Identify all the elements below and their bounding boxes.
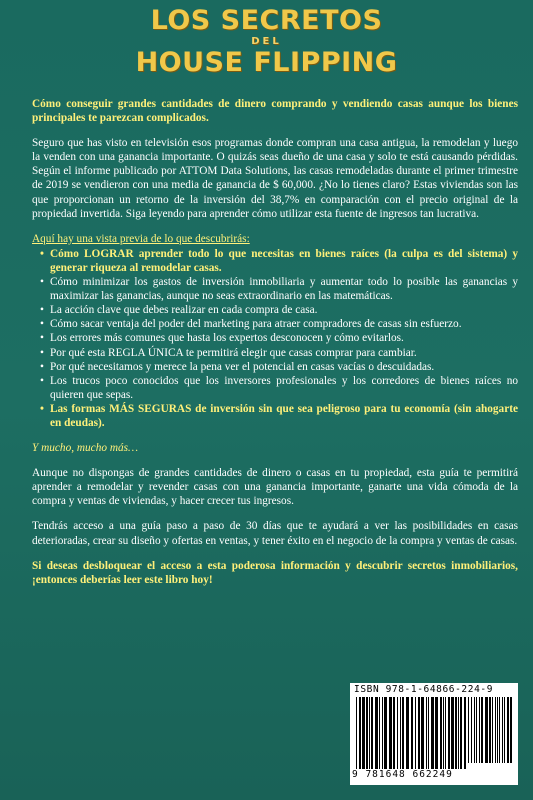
- title-line-2: DEL: [251, 36, 282, 47]
- barcode-bar: [481, 697, 483, 763]
- book-title: [0, 6, 533, 78]
- lead-paragraph: Cómo conseguir grandes cantidades de dinero comprando y vendiendo casas aunque los bienes principales te parezcan complicados.: [32, 98, 518, 125]
- barcode-bar: [359, 697, 361, 769]
- title-line-3: HOUSE FLIPPING: [135, 47, 398, 78]
- barcode-bar: [474, 697, 475, 763]
- barcode-bar: [495, 697, 496, 763]
- list-item: • Los trucos poco conocidos que los inversores profesionales y los corredores de bienes raíces no quieren que sepas.: [42, 374, 518, 402]
- barcode-bar: [406, 697, 409, 769]
- barcode-bar: [497, 697, 498, 763]
- body-paragraph-2: Aunque no dispongas de grandes cantidades de dinero o casas en tu propiedad, esta guía te permitirá aprender a remodelar y revender casas con una ganancia importante, ganarte una vida cómoda de la compra y ventas de viviendas, y hacer crecer tus ingresos.: [32, 467, 518, 508]
- barcode-bar: [499, 697, 500, 763]
- barcode-bar: [418, 697, 420, 769]
- barcode-bar: [389, 697, 392, 769]
- barcode-bar: [476, 697, 477, 763]
- list-item: • Los errores más comunes que hasta los expertos desconocen y cómo evitarlos.: [42, 331, 518, 345]
- barcode-bar: [382, 697, 383, 769]
- ean-barcode-bars: [356, 697, 466, 769]
- title-line-1: LOS SECRETOS: [150, 5, 383, 36]
- blurb: [32, 97, 518, 598]
- list-item: • Por qué necesitamos y merece la pena ver el potencial en casas vacías o descuidadas.: [42, 360, 518, 374]
- barcode-bar: [393, 697, 395, 769]
- barcode-bar: [421, 697, 424, 769]
- isbn-label: ISBN 978-1-64866-224-9: [354, 684, 494, 695]
- barcode-bar: [415, 697, 416, 769]
- barcode-bar: [428, 697, 429, 769]
- list-item: • Las formas MÁS SEGURAS de inversión sin que sea peligroso para tu economía (sin ahogarte en deudas).: [42, 402, 518, 430]
- barcode-bar: [460, 697, 462, 769]
- barcode-bar: [445, 697, 446, 769]
- barcode-bar: [397, 697, 398, 769]
- barcode-bar: [362, 697, 365, 769]
- barcode-bar: [464, 697, 466, 769]
- barcode-bar: [431, 697, 434, 769]
- barcode-bar: [507, 697, 509, 763]
- preview-list: [32, 247, 518, 430]
- barcode-bar: [356, 697, 357, 769]
- closing-paragraph: Si deseas desbloquear el acceso a esta poderosa información y descubrir secretos inmobiliarios, ¡entonces deberías leer este libro hoy!: [32, 559, 518, 586]
- body-paragraph-3: Tendrás acceso a una guía paso a paso de 30 días que te ayudará a ver las posibilidades en casas deterioradas, crear su diseño y ofertas en ventas, y tener éxito en el negocio de la compra y ventas de casas.: [32, 520, 518, 547]
- barcode-bar: [379, 697, 380, 769]
- barcode-bar: [426, 697, 427, 769]
- list-item: • Por qué esta REGLA ÚNICA te permitirá elegir que casas comprar para cambiar.: [42, 346, 518, 360]
- preview-heading: Aquí hay una vista previa de lo que descubrirás:: [32, 232, 250, 245]
- barcode-bar: [443, 697, 444, 769]
- barcode-bar: [489, 697, 491, 763]
- more-text: Y mucho, mucho más…: [32, 442, 139, 455]
- barcode-bar: [375, 697, 378, 769]
- barcode-bar: [435, 697, 438, 769]
- isbn-barcode: [350, 683, 518, 785]
- barcode-number: 9 781648 662249: [352, 769, 453, 780]
- barcode-bar: [400, 697, 401, 769]
- list-item: • La acción clave que debes realizar en cada compra de casa.: [42, 303, 518, 317]
- barcode-bar: [369, 697, 370, 769]
- intro-paragraph: Seguro que has visto en televisión esos programas donde compran una casa antigua, la remodelan y luego la venden con una ganancia importante. O quizás seas dueño de una casa y solo te está causando pérdidas. Según el informe publicado por ATTOM Data Solutions, las casas remodeladas durante el primer trimestre de 2019 se vendieron con una media de ganancia de $ 60,000. ¿No lo tienes claro? Estas viviendas son las que proporcionan un retorno de la inversión del 38,7% en comparación con el precio original de la propiedad invertida. Siga leyendo para aprender cómo utilizar esta fuente de ingresos tan lucrativa.: [32, 137, 518, 220]
- barcode-bar: [479, 697, 480, 763]
- barcode-bar: [471, 697, 472, 763]
- barcode-bar: [366, 697, 368, 769]
- list-item: • Cómo LOGRAR aprender todo lo que necesitas en bienes raíces (la culpa es del sistema) y generar riqueza al remodelar casas.: [42, 247, 518, 275]
- barcode-bar: [384, 697, 387, 769]
- addon-barcode-bars: [468, 697, 512, 763]
- list-item: • Cómo minimizar los gastos de inversión inmobiliaria y aumentar todo lo posible las ganancias y maximizar las ganancias, aunque no seas extraordinario en las matemáticas.: [42, 275, 518, 303]
- barcode-bar: [402, 697, 404, 769]
- barcode-bar: [510, 697, 512, 763]
- list-item: • Cómo sacar ventaja del poder del marketing para atraer compradores de casas sin esfuerzo.: [42, 317, 518, 331]
- barcode-bar: [458, 697, 459, 769]
- barcode-bar: [448, 697, 450, 769]
- barcode-bar: [468, 697, 469, 763]
- barcode-bar: [371, 697, 373, 769]
- barcode-bar: [440, 697, 442, 769]
- barcode-bar: [451, 697, 454, 769]
- barcode-bar: [455, 697, 457, 769]
- barcode-bar: [485, 697, 488, 763]
- barcode-bar: [504, 697, 505, 763]
- barcode-bar: [492, 697, 493, 763]
- barcode-bar: [411, 697, 413, 769]
- barcode-bar: [502, 697, 503, 763]
